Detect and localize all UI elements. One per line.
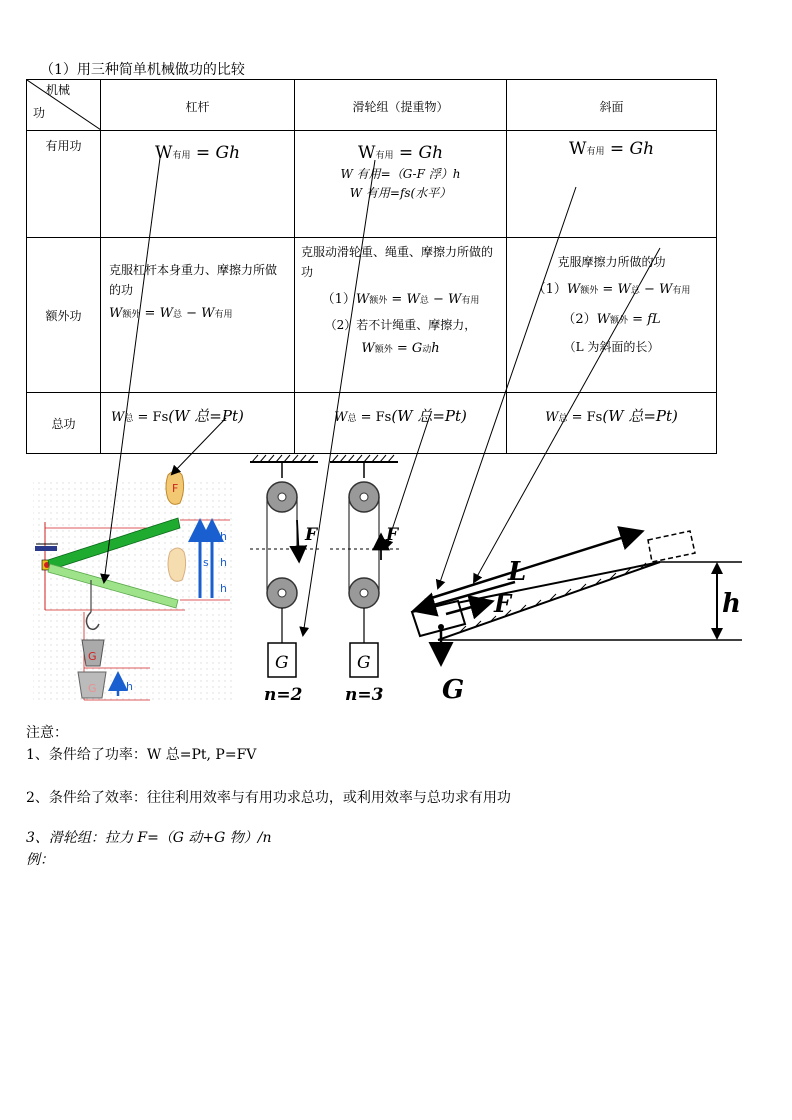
lever-label-h-bot: h [220, 582, 227, 595]
column-header-incline: 斜面 [599, 100, 624, 114]
lever-label-G1: G [88, 650, 97, 663]
incline-total-formula: W总 = Fs(W 总=Pt) [545, 407, 678, 425]
lever-diagram [33, 471, 235, 700]
pulley-diagram-n3 [330, 455, 400, 677]
pulley3-label-G: G [357, 653, 371, 673]
lever-useful-formula: W有用 = Gh [154, 143, 241, 163]
row-label-useful: 有用功 [45, 139, 82, 153]
lever-extra-formula: W额外 = W总 − W有用 [109, 306, 233, 321]
incline-extra-text: 克服摩擦力所做的功 [557, 255, 666, 269]
pulley-diagram-n2 [250, 455, 320, 677]
column-header-lever: 杠杆 [185, 100, 210, 114]
notes-item-1: 1、条件给了功率：W 总=Pt, P=FV [26, 747, 257, 763]
pulley-total-formula: W总 = Fs(W 总=Pt) [334, 407, 467, 425]
pulley-extra-text: 克服动滑轮重、绳重、摩擦力所做的功 [301, 245, 494, 279]
incline-label-h: h [722, 589, 741, 619]
lever-total-formula: W总 = Fs(W 总=Pt) [111, 407, 244, 425]
lever-label-s: s [203, 556, 209, 569]
incline-extra-formula-1: （1）W额外 = W总 − W有用 [532, 282, 691, 297]
incline-useful-formula: W有用 = Gh [568, 139, 655, 159]
pulley2-label-G: G [275, 653, 289, 673]
pulley2-label-F: F [305, 525, 318, 545]
notes-heading: 注意： [26, 725, 68, 741]
incline-label-F: F [494, 589, 512, 618]
pulley2-label-n: n=2 [264, 685, 303, 705]
pulley-extra-formula-2: W额外 = G动h [361, 341, 440, 356]
lever-extra-text: 克服杠杆本身重力、摩擦力所做的功 [109, 263, 278, 297]
notes-item-3: 3、滑轮组：拉力 F=（G 动+G 物）/n [26, 830, 272, 846]
row-label-total: 总功 [51, 416, 76, 431]
notes-item-4: 例： [26, 852, 54, 868]
pulley-extra-condition: （2）若不计绳重、摩擦力， [324, 318, 477, 332]
corner-label-work: 功 [33, 106, 46, 120]
pulley3-label-n: n=3 [345, 685, 384, 705]
lever-label-F: F [172, 482, 179, 495]
section-title: （1）用三种简单机械做功的比较 [40, 62, 245, 78]
corner-label-machine: 机械 [45, 83, 70, 97]
pulley-useful-formula: W有用 = Gh [357, 143, 444, 163]
lever-label-h-mid: h [220, 556, 227, 569]
incline-label-L: L [508, 557, 527, 587]
pulley-extra-formula-1: （1）W额外 = W总 − W有用 [321, 292, 480, 307]
pulley-useful-buoyancy: W 有用=（G-F 浮）h [340, 167, 461, 181]
lever-label-G2: G [88, 682, 97, 695]
pulley-useful-horizontal: W 有用=fs(水平） [349, 186, 452, 200]
incline-label-G: G [442, 675, 465, 705]
column-header-pulley: 滑轮组（提重物） [352, 100, 449, 114]
notes-item-2: 2、条件给了效率：往往利用效率与有用功求总功，或利用效率与总功求有用功 [26, 790, 511, 806]
incline-diagram [412, 531, 742, 662]
incline-extra-formula-2: （2）W额外 = fL（L 为斜面的长） [562, 312, 661, 354]
lever-label-h-load: h [126, 680, 133, 693]
pulley3-label-F: F [386, 525, 399, 545]
lever-label-h-top: h [220, 530, 227, 543]
row-label-extra: 额外功 [45, 308, 82, 323]
